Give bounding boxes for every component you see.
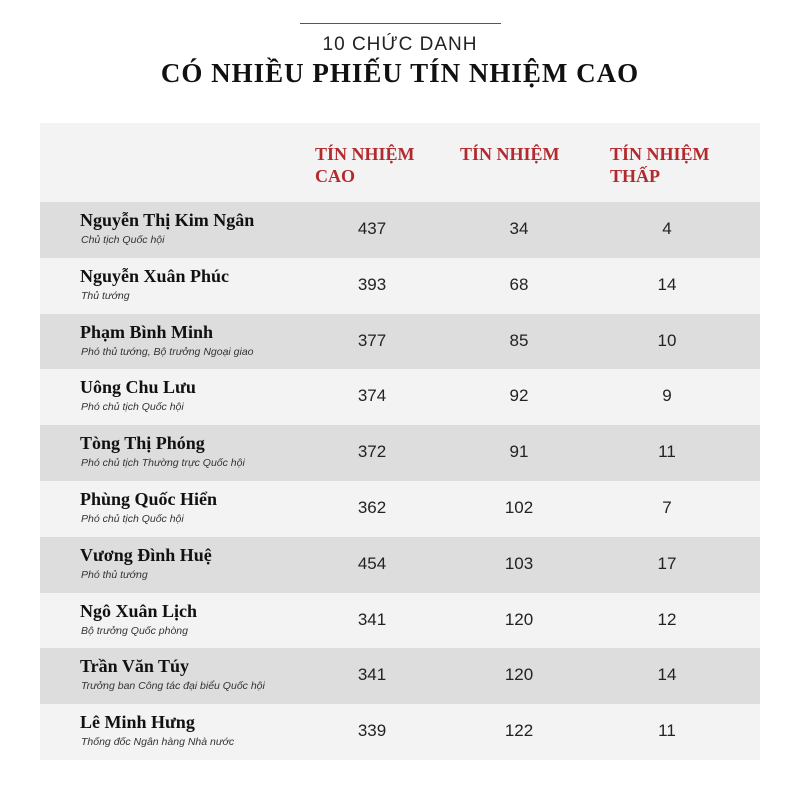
top-divider	[300, 23, 501, 24]
person-name: Trần Văn Túy	[80, 656, 190, 677]
high-confidence-count: 454	[357, 553, 387, 573]
table-row	[40, 314, 760, 370]
person-name: Phùng Quốc Hiển	[80, 488, 218, 509]
confidence-count: 34	[509, 219, 529, 238]
table-header-row	[40, 123, 760, 202]
high-confidence-count: 393	[357, 274, 387, 294]
person-role: Phó thủ tướng, Bộ trưởng Ngoại giao	[81, 345, 254, 358]
person-name: Lê Minh Hưng	[80, 712, 195, 733]
person-role: Phó chủ tịch Quốc hội	[81, 401, 184, 414]
column-header-mid-line1: TÍN NHIỆM	[460, 144, 560, 164]
column-header-low-line1: TÍN NHIỆM	[610, 144, 710, 164]
person-role: Bộ trưởng Quốc phòng	[81, 624, 188, 637]
column-header-high-line2: CAO	[315, 166, 355, 186]
confidence-count: 103	[504, 553, 534, 573]
person-name: Tòng Thị Phóng	[80, 433, 205, 454]
person-role: Phó chủ tịch Quốc hội	[81, 512, 184, 525]
high-confidence-count: 374	[357, 386, 387, 406]
person-role: Thủ tướng	[81, 289, 130, 302]
confidence-count: 91	[509, 442, 529, 462]
column-header-high-line1: TÍN NHIỆM	[315, 144, 415, 164]
confidence-count: 68	[509, 274, 529, 294]
high-confidence-count: 372	[357, 442, 387, 462]
person-role: Phó thủ tướng	[81, 568, 148, 581]
high-confidence-count: 437	[357, 219, 387, 238]
high-confidence-count: 341	[357, 609, 387, 629]
page-subtitle: 10 CHỨC DANH	[322, 34, 478, 55]
low-confidence-count: 7	[662, 497, 672, 517]
confidence-count: 92	[509, 386, 529, 406]
person-name: Nguyễn Xuân Phúc	[80, 265, 230, 286]
person-name: Vương Đình Huệ	[80, 544, 212, 565]
person-name: Phạm Bình Minh	[80, 321, 214, 342]
high-confidence-count: 377	[357, 330, 387, 350]
confidence-count: 102	[504, 497, 534, 517]
person-role: Thống đốc Ngân hàng Nhà nước	[81, 736, 235, 749]
column-header-high-confidence	[315, 143, 435, 187]
column-header-low-confidence	[610, 143, 720, 187]
person-role: Trưởng ban Công tác đại biểu Quốc hội	[81, 680, 265, 693]
person-name: Ngô Xuân Lịch	[80, 600, 198, 621]
confidence-count: 85	[509, 330, 529, 350]
low-confidence-count: 4	[662, 219, 672, 238]
low-confidence-count: 14	[657, 274, 677, 294]
confidence-count: 120	[504, 665, 534, 685]
table-body	[40, 202, 760, 760]
column-header-low-line2: THẤP	[610, 166, 661, 186]
confidence-count: 120	[504, 609, 534, 629]
table-row	[40, 481, 760, 537]
high-confidence-count: 341	[357, 665, 387, 685]
person-role: Chủ tịch Quốc hội	[81, 234, 165, 246]
low-confidence-count: 11	[658, 442, 676, 462]
table-row	[40, 648, 760, 704]
table-row	[40, 593, 760, 649]
person-name: Nguyễn Thị Kim Ngân	[80, 210, 255, 230]
table-row	[40, 425, 760, 481]
low-confidence-count: 14	[657, 665, 677, 685]
low-confidence-count: 12	[657, 609, 677, 629]
low-confidence-count: 9	[662, 386, 672, 406]
table-row	[40, 202, 760, 258]
high-confidence-count: 339	[357, 721, 387, 741]
table-row	[40, 704, 760, 760]
person-name: Uông Chu Lưu	[80, 377, 196, 398]
low-confidence-count: 17	[657, 553, 677, 573]
low-confidence-count: 10	[657, 330, 677, 350]
table-row	[40, 537, 760, 593]
low-confidence-count: 11	[658, 721, 676, 741]
column-header-confidence	[460, 143, 590, 165]
person-role: Phó chủ tịch Thường trực Quốc hội	[81, 457, 245, 470]
page-title: CÓ NHIỀU PHIẾU TÍN NHIỆM CAO	[160, 58, 640, 88]
table-row	[40, 258, 760, 314]
confidence-count: 122	[504, 721, 534, 741]
table-row	[40, 369, 760, 425]
confidence-vote-table	[40, 123, 760, 760]
high-confidence-count: 362	[357, 497, 387, 517]
